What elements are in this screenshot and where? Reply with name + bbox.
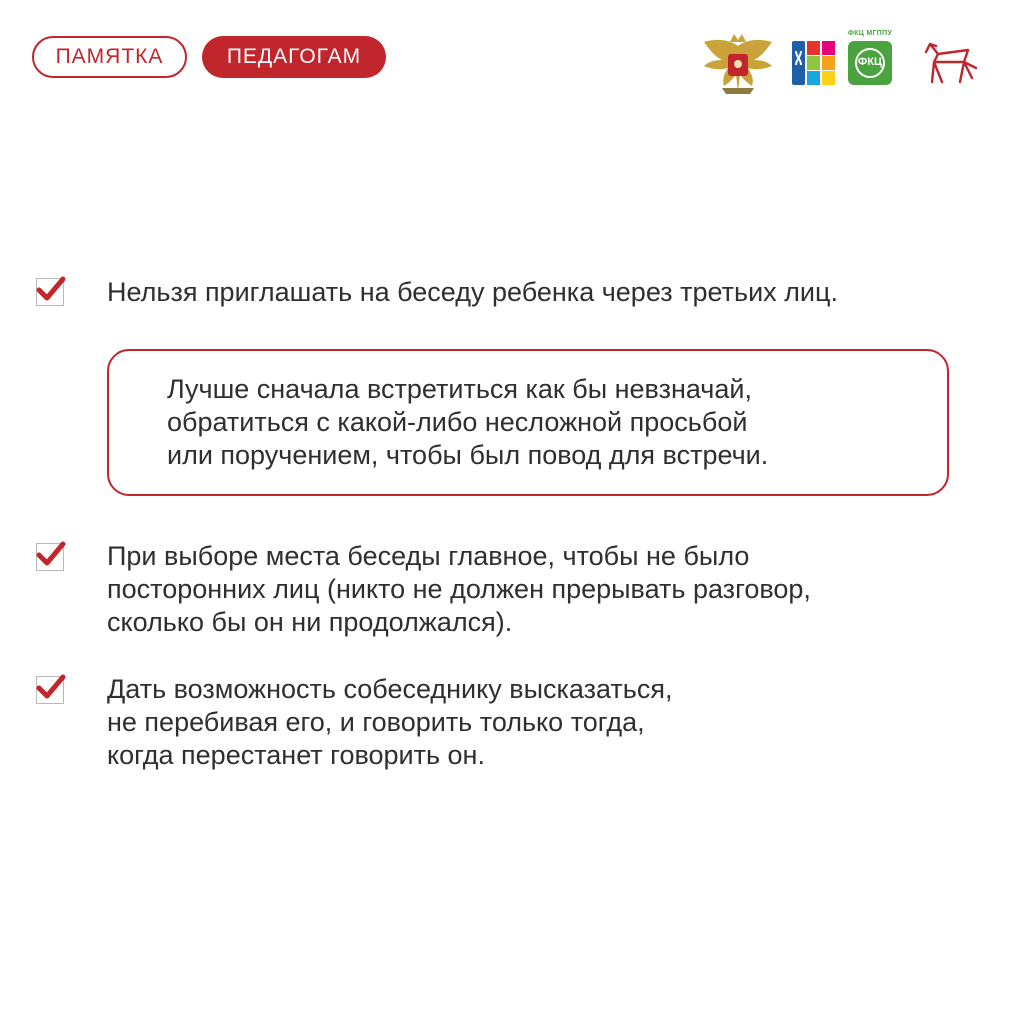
note-text: Лучше сначала встретиться как бы невзначай, обратиться с какой-либо несложной просьбой или поручением, чтобы был повод для встречи. [167, 374, 769, 470]
university-logo-icon [792, 41, 835, 85]
list-item-text: Дать возможность собеседнику высказаться, не перебивая его, и говорить только тогда, когда перестанет говорить он. [107, 674, 673, 770]
list-item-text: При выборе места беседы главное, чтобы не было посторонних лиц (никто не должен прерывать разговор, сколько бы он ни продолжался). [107, 541, 811, 637]
coat-of-arms-icon [700, 32, 776, 98]
fkc-label: ФКЦ [857, 56, 883, 68]
partner-logos [700, 30, 990, 100]
fkc-caption: ФКЦ МГППУ [847, 30, 893, 37]
checkbox-icon [36, 278, 64, 306]
fkc-logo-icon [846, 30, 894, 88]
list-item-text: Нельзя приглашать на беседу ребенка через третьих лиц. [107, 277, 838, 307]
checkbox-icon [36, 676, 64, 704]
horse-logo-icon [924, 42, 980, 84]
tag-pamyatka: ПАМЯТКА [32, 36, 187, 78]
checkbox-icon [36, 543, 64, 571]
note-box [107, 349, 949, 496]
tag-pedagogam: ПЕДАГОГАМ [202, 36, 386, 78]
